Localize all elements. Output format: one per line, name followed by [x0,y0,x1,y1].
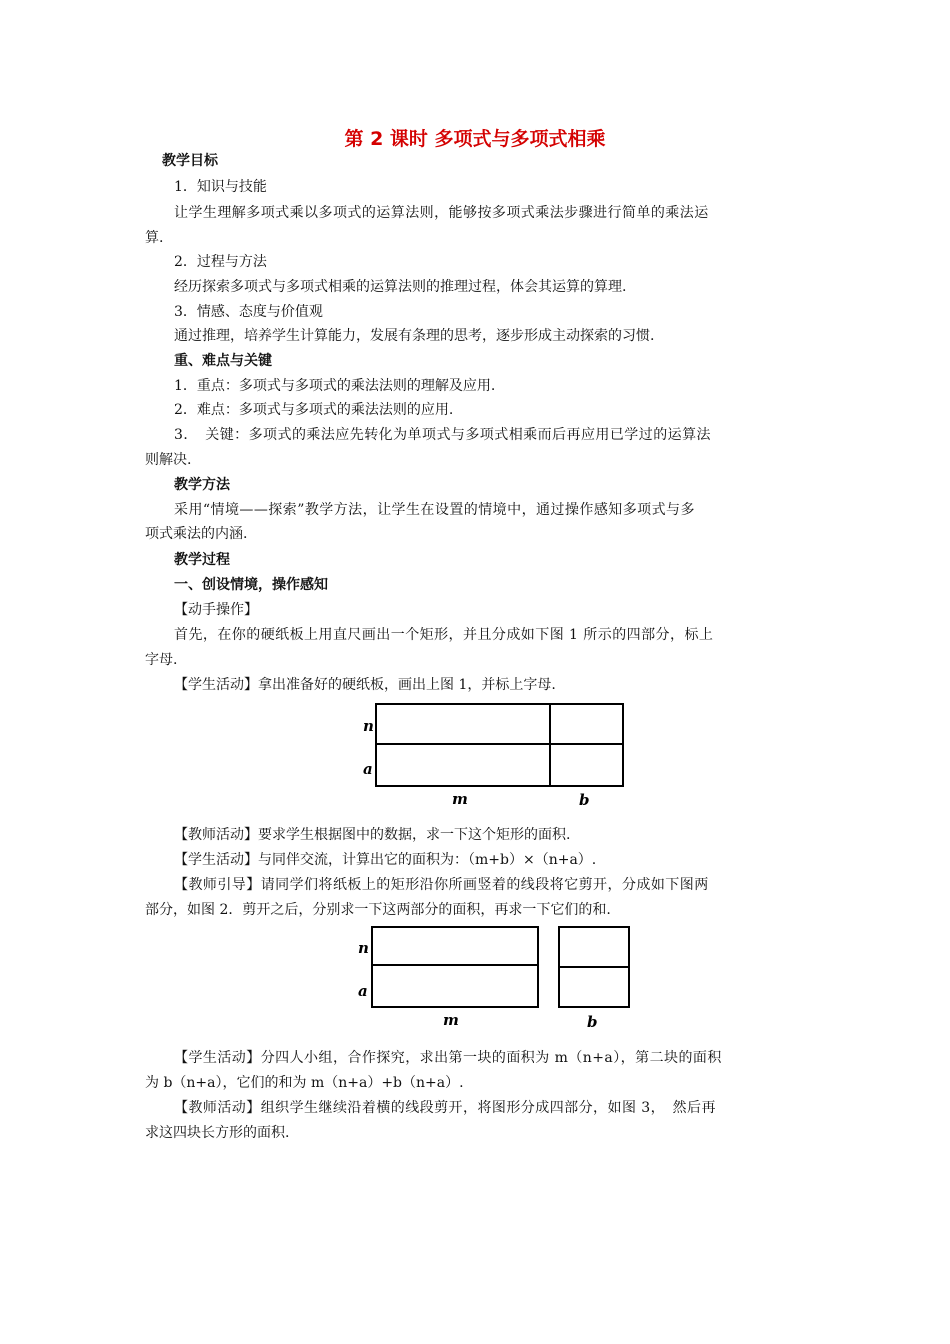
section-1-heading: 一、创设情境，操作感知 [174,577,328,593]
teacher-activity-2-cont: 求这四块长方形的面积. [145,1125,290,1141]
figure-1-label-m: m [452,790,468,808]
key-point-1: 1．重点：多项式与多项式的乘法法则的理解及应用. [174,378,496,394]
teacher-guide: 【教师引导】请同学们将纸板上的矩形沿你所画竖着的线段将它剪开，分成如下图两 [174,877,709,893]
goal-1-heading: 1．知识与技能 [174,179,267,195]
figure-1-label-n: n [363,717,374,735]
key-point-3-cont: 则解决. [145,452,192,468]
figure-2-split-rectangle [352,921,634,1031]
goal-1-text: 让学生理解多项式乘以多项式的运算法则，能够按多项式乘法步骤进行简单的乘法运 [174,205,709,221]
goal-3-heading: 3．情感、态度与价值观 [174,304,323,320]
teacher-guide-cont: 部分，如图 2．剪开之后，分别求一下这两部分的面积，再求一下它们的和. [145,902,611,918]
student-activity-3-cont: 为 b（n+a），它们的和为 m（n+a）+b（n+a）. [145,1075,464,1091]
student-activity-1: 【学生活动】拿出准备好的硬纸板，画出上图 1，并标上字母. [174,677,556,693]
document-title: 第 2 课时 多项式与多项式相乘 [344,128,606,150]
goal-1-text-cont: 算. [145,230,164,246]
hands-on-text: 首先，在你的硬纸板上用直尺画出一个矩形，并且分成如下图 1 所示的四部分，标上 [174,627,714,643]
hands-on-heading: 【动手操作】 [174,602,258,618]
method-text-cont: 项式乘法的内涵. [145,526,248,542]
figure-1-label-b: b [579,791,590,809]
heading-key-points: 重、难点与关键 [174,353,272,369]
figure-2-label-m: m [443,1011,459,1029]
figure-1-rectangle [360,698,630,810]
figure-1-label-a: a [363,760,373,778]
figure-2-label-a: a [358,982,368,1000]
heading-teaching-method: 教学方法 [174,477,230,493]
student-activity-3: 【学生活动】分四人小组，合作探究，求出第一块的面积为 m（n+a），第二块的面积 [174,1050,722,1066]
key-point-2: 2．难点：多项式与多项式的乘法法则的应用. [174,402,454,418]
goal-2-heading: 2．过程与方法 [174,254,267,270]
heading-teaching-process: 教学过程 [174,552,230,568]
goal-2-text: 经历探索多项式与多项式相乘的运算法则的推理过程，体会其运算的算理. [174,279,627,295]
method-text: 采用“情境——探索”教学方法，让学生在设置的情境中，通过操作感知多项式与多 [174,502,695,518]
figure-2-label-b: b [587,1013,598,1031]
key-point-3: 3． 关键：多项式的乘法应先转化为单项式与多项式相乘而后再应用已学过的运算法 [174,427,712,443]
figure-2-label-n: n [358,939,369,957]
student-activity-2: 【学生活动】与同伴交流，计算出它的面积为：（m+b）×（n+a）. [174,852,597,868]
hands-on-text-cont: 字母. [145,652,178,668]
goal-3-text: 通过推理，培养学生计算能力，发展有条理的思考，逐步形成主动探索的习惯. [174,328,655,344]
teacher-activity-1: 【教师活动】要求学生根据图中的数据，求一下这个矩形的面积. [174,827,571,843]
teacher-activity-2: 【教师活动】组织学生继续沿着横的线段剪开，将图形分成四部分，如图 3， 然后再 [174,1100,716,1116]
heading-teaching-goals: 教学目标 [162,153,218,169]
